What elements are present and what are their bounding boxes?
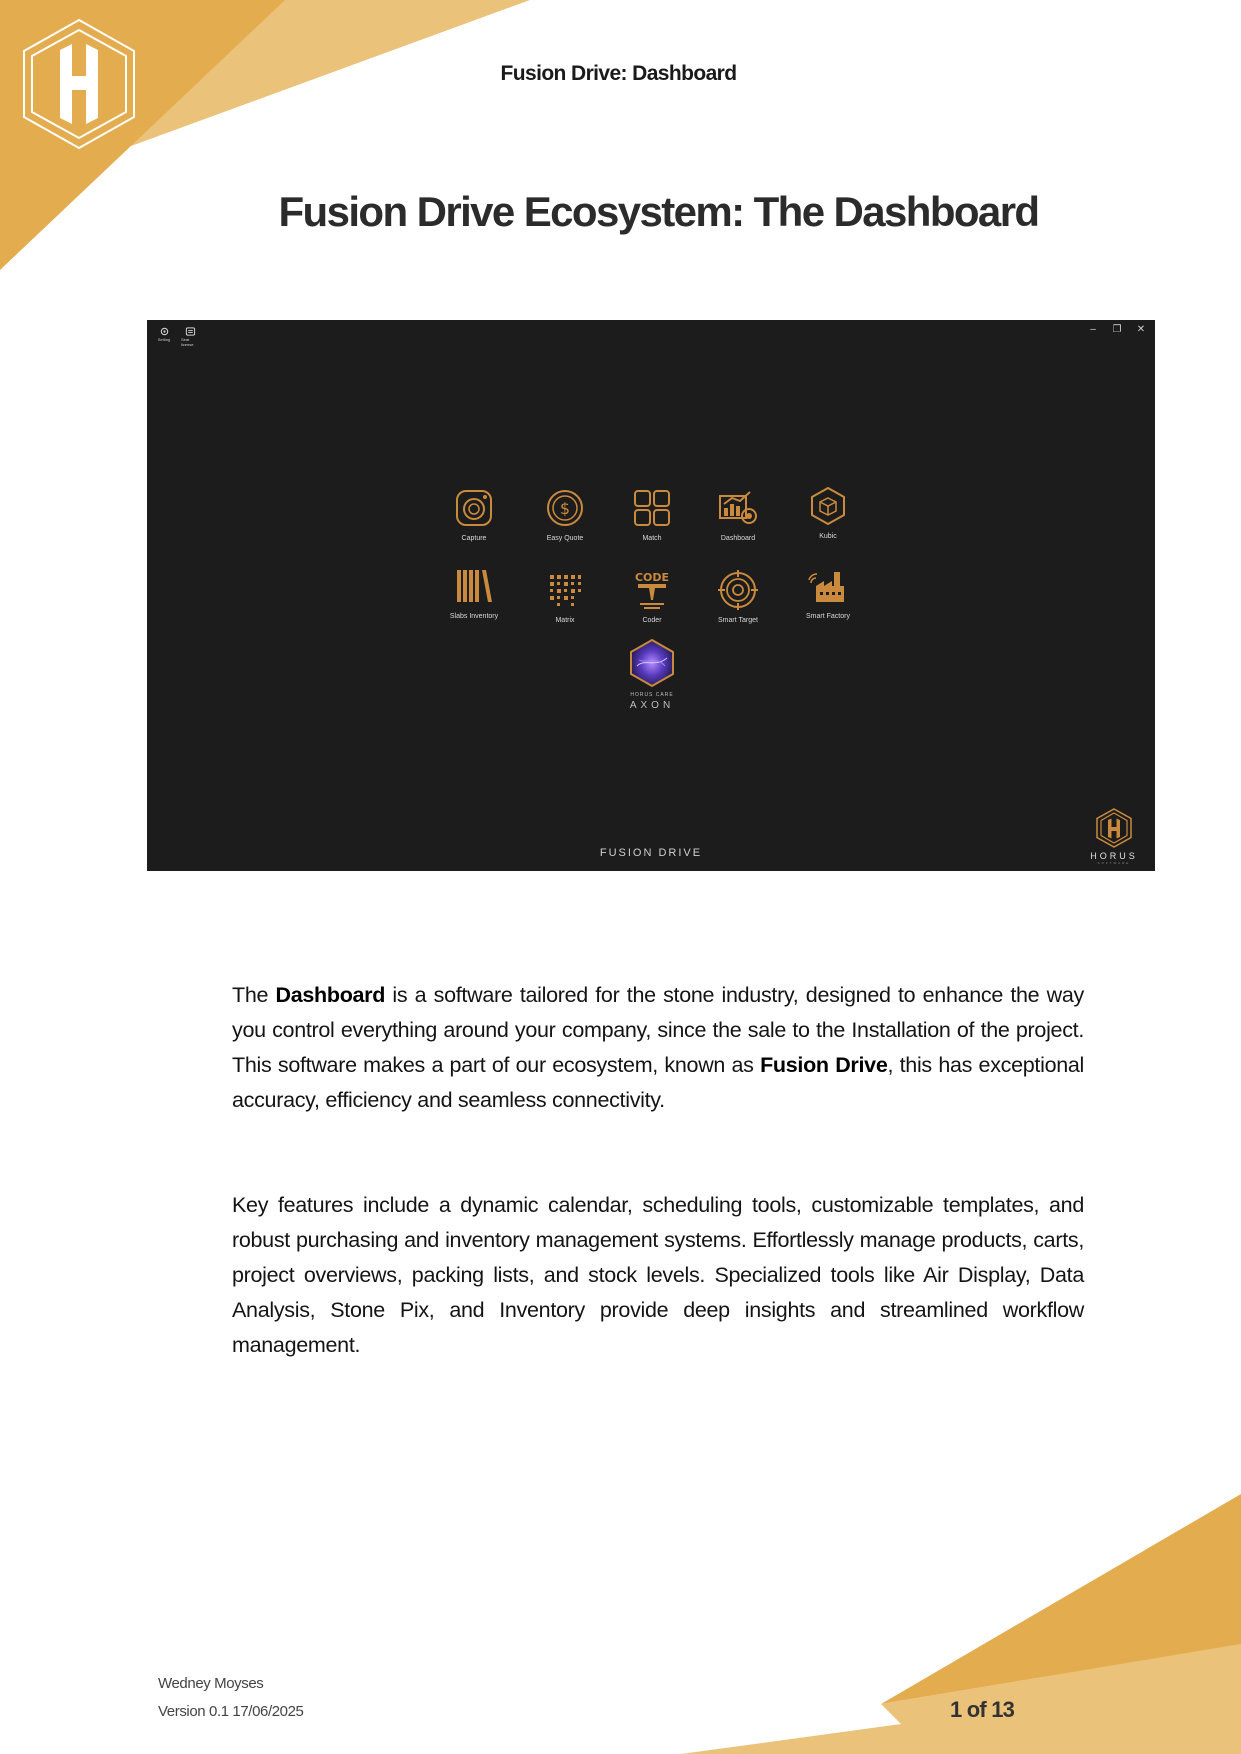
dashboard-app-screenshot: [147, 320, 1155, 871]
tile-capture[interactable]: [429, 486, 519, 542]
app-toolbar: [155, 326, 199, 347]
cube-icon: [806, 484, 850, 528]
tile-horus-care-axon[interactable]: [607, 638, 697, 711]
grid-icon: [630, 486, 674, 530]
running-header: Fusion Drive: Dashboard: [500, 62, 737, 85]
tile-dashboard[interactable]: [693, 486, 783, 542]
license-button[interactable]: [181, 326, 199, 347]
tile-label: Smart Factory: [806, 613, 850, 620]
tile-match[interactable]: [607, 486, 697, 542]
matrix-dots-icon: [543, 568, 587, 612]
text-run: is a software tailored for the stone industry, designed to enhance the way you control everything around your company, since the sale to the Installation of the project. This software makes a part of our ecosystem, known as: [232, 983, 1084, 1077]
tile-label: Easy Quote: [546, 535, 584, 542]
target-icon: [716, 568, 760, 612]
footer-author: Wedney Moyses: [158, 1675, 264, 1692]
tile-label: Coder: [642, 617, 662, 624]
svg-text:CODE: CODE: [634, 571, 670, 584]
axon-hexagon-icon: [629, 638, 675, 688]
tile-kubic[interactable]: [783, 484, 873, 540]
software-wordmark: SOFTWARE: [1097, 861, 1131, 865]
tile-label: Dashboard: [720, 535, 756, 542]
tile-smart-factory[interactable]: [783, 564, 873, 620]
tile-label: Smart Target: [718, 617, 758, 624]
tile-label: Capture: [461, 535, 487, 542]
tile-label: Matrix: [555, 617, 575, 624]
horus-software-logo: [1081, 808, 1147, 865]
tile-easy-quote[interactable]: [520, 486, 610, 542]
restore-icon[interactable]: ❐: [1112, 324, 1122, 335]
setting-label: Setting: [157, 337, 171, 342]
bottom-right-corner-decoration: [601, 1494, 1241, 1754]
window-controls: [1087, 324, 1147, 336]
intro-paragraph: [232, 978, 1084, 1118]
svg-text:$: $: [559, 499, 571, 518]
axon-name: AXON: [629, 700, 675, 711]
camera-icon: [452, 486, 496, 530]
text-run: , this has exceptional accuracy, efficiency and seamless connectivity.: [232, 1053, 1085, 1112]
bold-term-fusion-drive: Fusion Drive: [760, 1053, 888, 1077]
tile-slabs-inventory[interactable]: [429, 564, 519, 620]
document-title: Fusion Drive Ecosystem: The Dashboard: [278, 188, 1039, 235]
tile-matrix[interactable]: [520, 568, 610, 624]
dashboard-chart-icon: [716, 486, 760, 530]
license-icon: [185, 326, 196, 337]
license-label: Seat license: [181, 337, 194, 347]
slabs-icon: [452, 564, 496, 608]
horus-wordmark: HORUS: [1090, 851, 1138, 861]
tile-label: Slabs Inventory: [449, 613, 499, 620]
page-number: 1 of 13: [950, 1697, 1015, 1722]
setting-button[interactable]: [155, 326, 173, 347]
footer-version: Version 0.1 17/06/2025: [158, 1703, 304, 1720]
tile-coder[interactable]: [607, 568, 697, 624]
minimize-icon[interactable]: –: [1090, 324, 1096, 335]
features-paragraph: Key features include a dynamic calendar, scheduling tools, customizable templates, and robust purchasing and inventory management systems. Effortlessly manage products, carts, project overviews, packing lists, and stock levels. Specialized tools like Air Display, Data Analysis, Stone Pix, and Inventory provide deep insights and streamlined workflow management.: [232, 1193, 1084, 1357]
tile-label: Kubic: [819, 533, 837, 540]
text-run: The: [232, 983, 276, 1007]
tile-smart-target[interactable]: [693, 568, 783, 624]
factory-icon: [806, 564, 850, 608]
fusion-drive-wordmark: FUSION DRIVE: [599, 847, 703, 859]
horus-logo-icon: [1094, 808, 1134, 848]
code-icon: [630, 568, 674, 612]
gear-icon: [159, 326, 170, 337]
dollar-coin-icon: [543, 486, 587, 530]
bold-term-dashboard: Dashboard: [275, 983, 386, 1007]
tile-label: Match: [642, 535, 662, 542]
close-icon[interactable]: ✕: [1136, 324, 1146, 335]
axon-subtitle: HORUS CARE: [630, 692, 674, 698]
